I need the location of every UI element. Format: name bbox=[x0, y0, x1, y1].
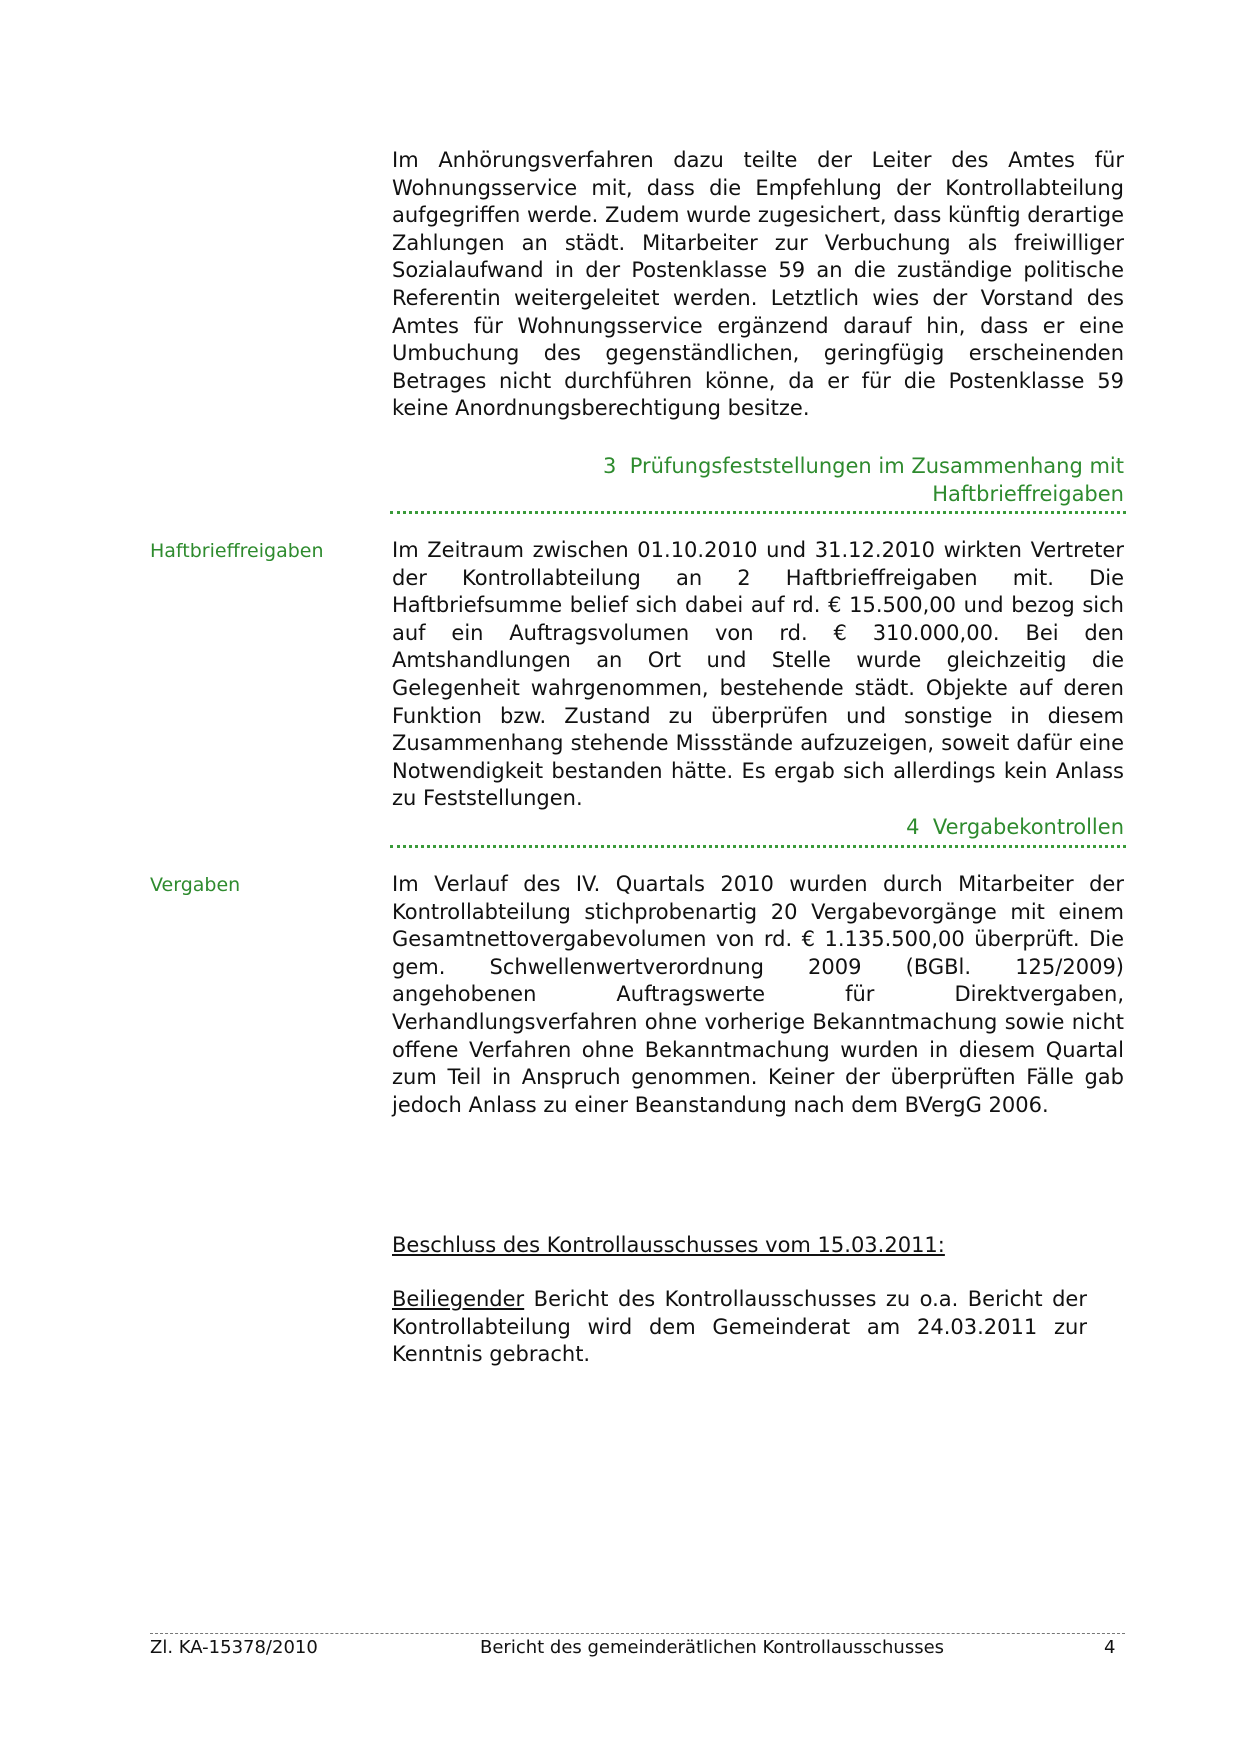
margin-label-haftbrieffreigaben: Haftbrieffreigaben bbox=[150, 540, 324, 562]
footer-title: Bericht des gemeinderätlichen Kontrollausschusses bbox=[480, 1637, 945, 1658]
section-4-paragraph bbox=[392, 871, 1124, 1119]
footer-page-number: 4 bbox=[1104, 1637, 1116, 1658]
footer-divider bbox=[150, 1633, 1125, 1634]
resolution-heading-text: Beschluss des Kontrollausschusses vom 15.03.2011: bbox=[392, 1233, 945, 1257]
resolution-text: Bericht des Kontrollausschusses zu o.a. Bericht der Kontrollabteilung wird dem Gemeinderat am 24.03.2011 zur Kenntnis gebracht. bbox=[392, 1287, 1087, 1367]
section-3-paragraph bbox=[392, 537, 1124, 813]
section-4-number: 4 bbox=[906, 815, 920, 839]
section-3-heading bbox=[392, 452, 1124, 508]
intro-paragraph-text: Im Anhörungsverfahren dazu teilte der Leiter des Amtes für Wohnungsservice mit, dass die Empfehlung der Kontrollabteilung aufgegriffen werde. Zudem wurde zugesichert, dass künftig derartige Zahlungen an städt. Mitarbeiter zur Verbuchung als freiwilliger Sozialaufwand in der Postenklasse 59 an die zuständige politische Referentin weitergeleitet werden. Letztlich wies der Vorstand des Amtes für Wohnungsservice ergänzend darauf hin, dass er eine Umbuchung des gegenständlichen, geringfügig erscheinenden Betrages nicht durchführen könne, da er für die Postenklasse 59 keine Anordnungsberechtigung besitze. bbox=[392, 148, 1124, 421]
section-4-title: Vergabekontrollen bbox=[932, 815, 1124, 839]
section-4-paragraph-text: Im Verlauf des IV. Quartals 2010 wurden durch Mitarbeiter der Kontrollabteilung stichprobenartig 20 Vergabevorgänge mit einem Gesamtnettovergabevolumen von rd. € 1.135.500,00 überprüft. Die gem. Schwellenwertverordnung 2009 (BGBl. 125/2009) angehobenen Auftragswerte für Direktvergaben, Verhandlungsverfahren ohne vorherige Bekanntmachung sowie nicht offene Verfahren ohne Bekanntmachung wurden in diesem Quartal zum Teil in Anspruch genommen. Keiner der überprüften Fälle gab jedoch Anlass zu einer Beanstandung nach dem BVergG 2006. bbox=[392, 872, 1124, 1117]
resolution-paragraph bbox=[392, 1286, 1087, 1369]
section-3-title-line1: Prüfungsfeststellungen im Zusammenhang mit bbox=[629, 454, 1124, 478]
resolution-lead-word: Beiliegender bbox=[392, 1287, 525, 1311]
margin-label-vergaben: Vergaben bbox=[150, 874, 241, 896]
section-4-divider bbox=[390, 845, 1126, 848]
resolution-heading bbox=[392, 1232, 1124, 1260]
section-3-title-line2: Haftbrieffreigaben bbox=[932, 482, 1124, 506]
section-3-number: 3 bbox=[603, 454, 617, 478]
section-3-paragraph-text: Im Zeitraum zwischen 01.10.2010 und 31.12.2010 wirkten Vertreter der Kontrollabteilung an 2 Haftbrieffreigaben mit. Die Haftbriefsumme belief sich dabei auf rd. € 15.500,00 und bezog sich auf ein Auftragsvolumen von rd. € 310.000,00. Bei den Amtshandlungen an Ort und Stelle wurde gleichzeitig die Gelegenheit wahrgenommen, bestehende städt. Objekte auf deren Funktion bzw. Zustand zu überprüfen und sonstige in diesem Zusammenhang stehende Missstände aufzuzeigen, soweit dafür eine Notwendigkeit bestanden hätte. Es ergab sich allerdings kein Anlass zu Feststellungen. bbox=[392, 538, 1124, 811]
section-3-divider bbox=[390, 511, 1126, 514]
section-4-heading bbox=[392, 813, 1124, 841]
intro-paragraph bbox=[392, 147, 1124, 423]
footer-reference: Zl. KA-15378/2010 bbox=[150, 1637, 318, 1658]
